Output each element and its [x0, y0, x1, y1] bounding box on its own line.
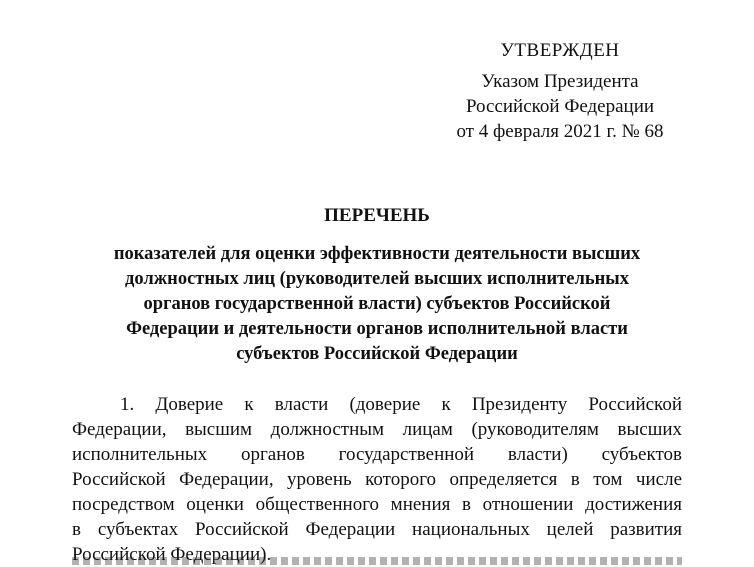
subtitle-line: Федерации и деятельности органов исполнительной власти: [126, 319, 628, 339]
paragraph-line: Федерации, высшим должностным лицам (руководителям высших: [72, 419, 682, 440]
subtitle-line: должностных лиц (руководителей высших исполнительных: [125, 269, 629, 289]
document-title: ПЕРЕЧЕНЬ: [324, 205, 430, 226]
approval-stamp-title: УТВЕРЖДЕН: [500, 40, 620, 61]
approval-date-line: от 4 февраля 2021 г. № 68: [456, 121, 664, 142]
approval-block: [440, 38, 680, 144]
paragraph-1: [72, 392, 682, 567]
document-subtitle: [90, 242, 664, 367]
paragraph-line: в субъектах Российской Федерации национальных целей развития: [72, 519, 682, 540]
subtitle-line: органов государственной власти) субъектов Российской: [143, 294, 611, 314]
approval-federation-line: Российской Федерации: [465, 96, 655, 117]
subtitle-line: субъектов Российской Федерации: [236, 344, 518, 364]
subtitle-line: показателей для оценки эффективности деятельности высших: [113, 244, 641, 264]
approval-decree-line: Указом Президента: [481, 71, 639, 92]
paragraph-line: 1. Доверие к власти (доверие к Президенту Российской: [120, 394, 682, 415]
paragraph-line: посредством оценки общественного мнения в отношении достижения: [72, 494, 682, 515]
paragraph-line: исполнительных органов государственной власти) субъектов: [72, 444, 682, 465]
paragraph-line: Российской Федерации, уровень которого определяется в том числе: [72, 469, 682, 490]
paragraph-line: Российской Федерации).: [72, 544, 272, 565]
